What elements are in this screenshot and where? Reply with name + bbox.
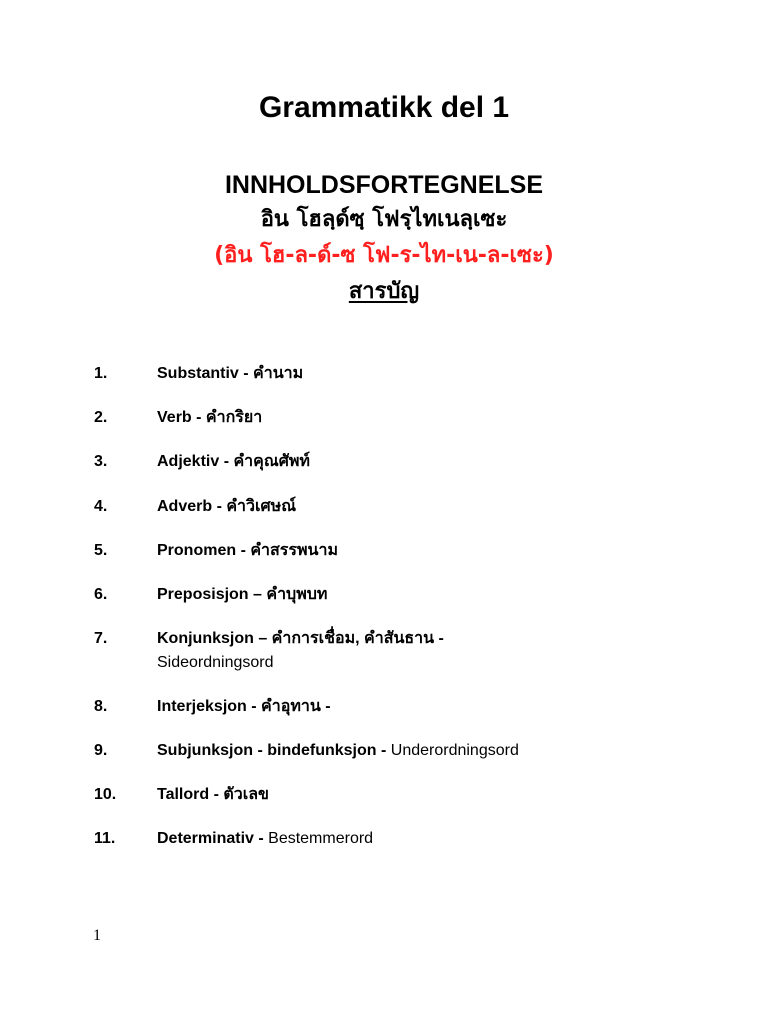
toc-item-title: Tallord - ตัวเลข xyxy=(157,786,269,803)
toc-item-10 xyxy=(94,783,714,807)
toc-item-number: 7. xyxy=(94,630,108,647)
toc-item-entry xyxy=(157,695,714,719)
toc-item-entry xyxy=(157,406,714,430)
toc-item-subtitle: Sideordningsord xyxy=(157,654,274,671)
toc-item-title: Subjunksjon - bindefunksjon - xyxy=(157,742,391,759)
toc-item-note: Underordningsord xyxy=(390,742,519,759)
toc-item-title: Pronomen - คำสรรพนาม xyxy=(157,542,338,559)
toc-item-9 xyxy=(94,739,714,763)
toc-heading-block xyxy=(0,168,768,310)
toc-item-3 xyxy=(94,450,714,474)
toc-item-entry xyxy=(157,495,714,519)
toc-item-2 xyxy=(94,406,714,430)
toc-heading-thai-transliteration: อิน โฮลฺด์ซฺ โฟรฺไทเนลฺเซะ xyxy=(260,207,508,232)
toc-item-entry xyxy=(157,783,714,807)
toc-heading-thai: สารบัญ xyxy=(348,279,420,304)
toc-item-number: 1. xyxy=(94,365,108,382)
toc-item-number: 3. xyxy=(94,453,108,470)
toc-item-number: 2. xyxy=(94,409,108,426)
toc-item-title: Determinativ - xyxy=(157,830,269,847)
toc-item-number: 4. xyxy=(94,498,108,515)
toc-item-6 xyxy=(94,583,714,607)
toc-item-5 xyxy=(94,539,714,563)
toc-item-title: Verb - คำกริยา xyxy=(157,409,263,426)
toc-heading-pronunciation: (อิน โฮ-ล-ด์-ซ โฟ-ร-ไท-เน-ล-เซะ) xyxy=(214,243,554,268)
toc-item-1 xyxy=(94,362,714,386)
toc-item-title: Adverb - คำวิเศษณ์ xyxy=(157,498,297,515)
toc-item-number: 9. xyxy=(94,742,108,759)
toc-item-title: Konjunksjon – คำการเชื่อม, คำสันธาน - xyxy=(157,630,444,647)
toc-item-7 xyxy=(94,627,714,675)
toc-item-number: 6. xyxy=(94,586,108,603)
toc-item-4 xyxy=(94,495,714,519)
toc-item-entry xyxy=(157,827,714,851)
toc-item-number: 11. xyxy=(94,830,116,847)
toc-item-8 xyxy=(94,695,714,719)
toc-item-number: 5. xyxy=(94,542,108,559)
toc-item-11 xyxy=(94,827,714,851)
toc-item-title: Adjektiv - คำคุณศัพท์ xyxy=(157,453,310,470)
toc-item-title: Interjeksjon - คำอุทาน - xyxy=(157,698,331,715)
toc-item-entry xyxy=(157,739,714,763)
table-of-contents xyxy=(94,362,714,851)
toc-item-entry xyxy=(157,450,714,474)
toc-item-title: Substantiv - คำนาม xyxy=(157,365,304,382)
toc-item-note: Bestemmerord xyxy=(268,830,374,847)
page-number: 1 xyxy=(93,927,101,944)
toc-item-entry xyxy=(157,362,714,386)
toc-item-entry xyxy=(157,583,714,607)
page-title: Grammatikk del 1 xyxy=(258,91,510,124)
toc-item-entry xyxy=(157,627,714,675)
toc-heading-norwegian: INNHOLDSFORTEGNELSE xyxy=(224,171,544,199)
toc-item-number: 10. xyxy=(94,786,117,803)
toc-item-title: Preposisjon – คำบุพบท xyxy=(157,586,328,603)
toc-item-entry xyxy=(157,539,714,563)
toc-item-number: 8. xyxy=(94,698,108,715)
